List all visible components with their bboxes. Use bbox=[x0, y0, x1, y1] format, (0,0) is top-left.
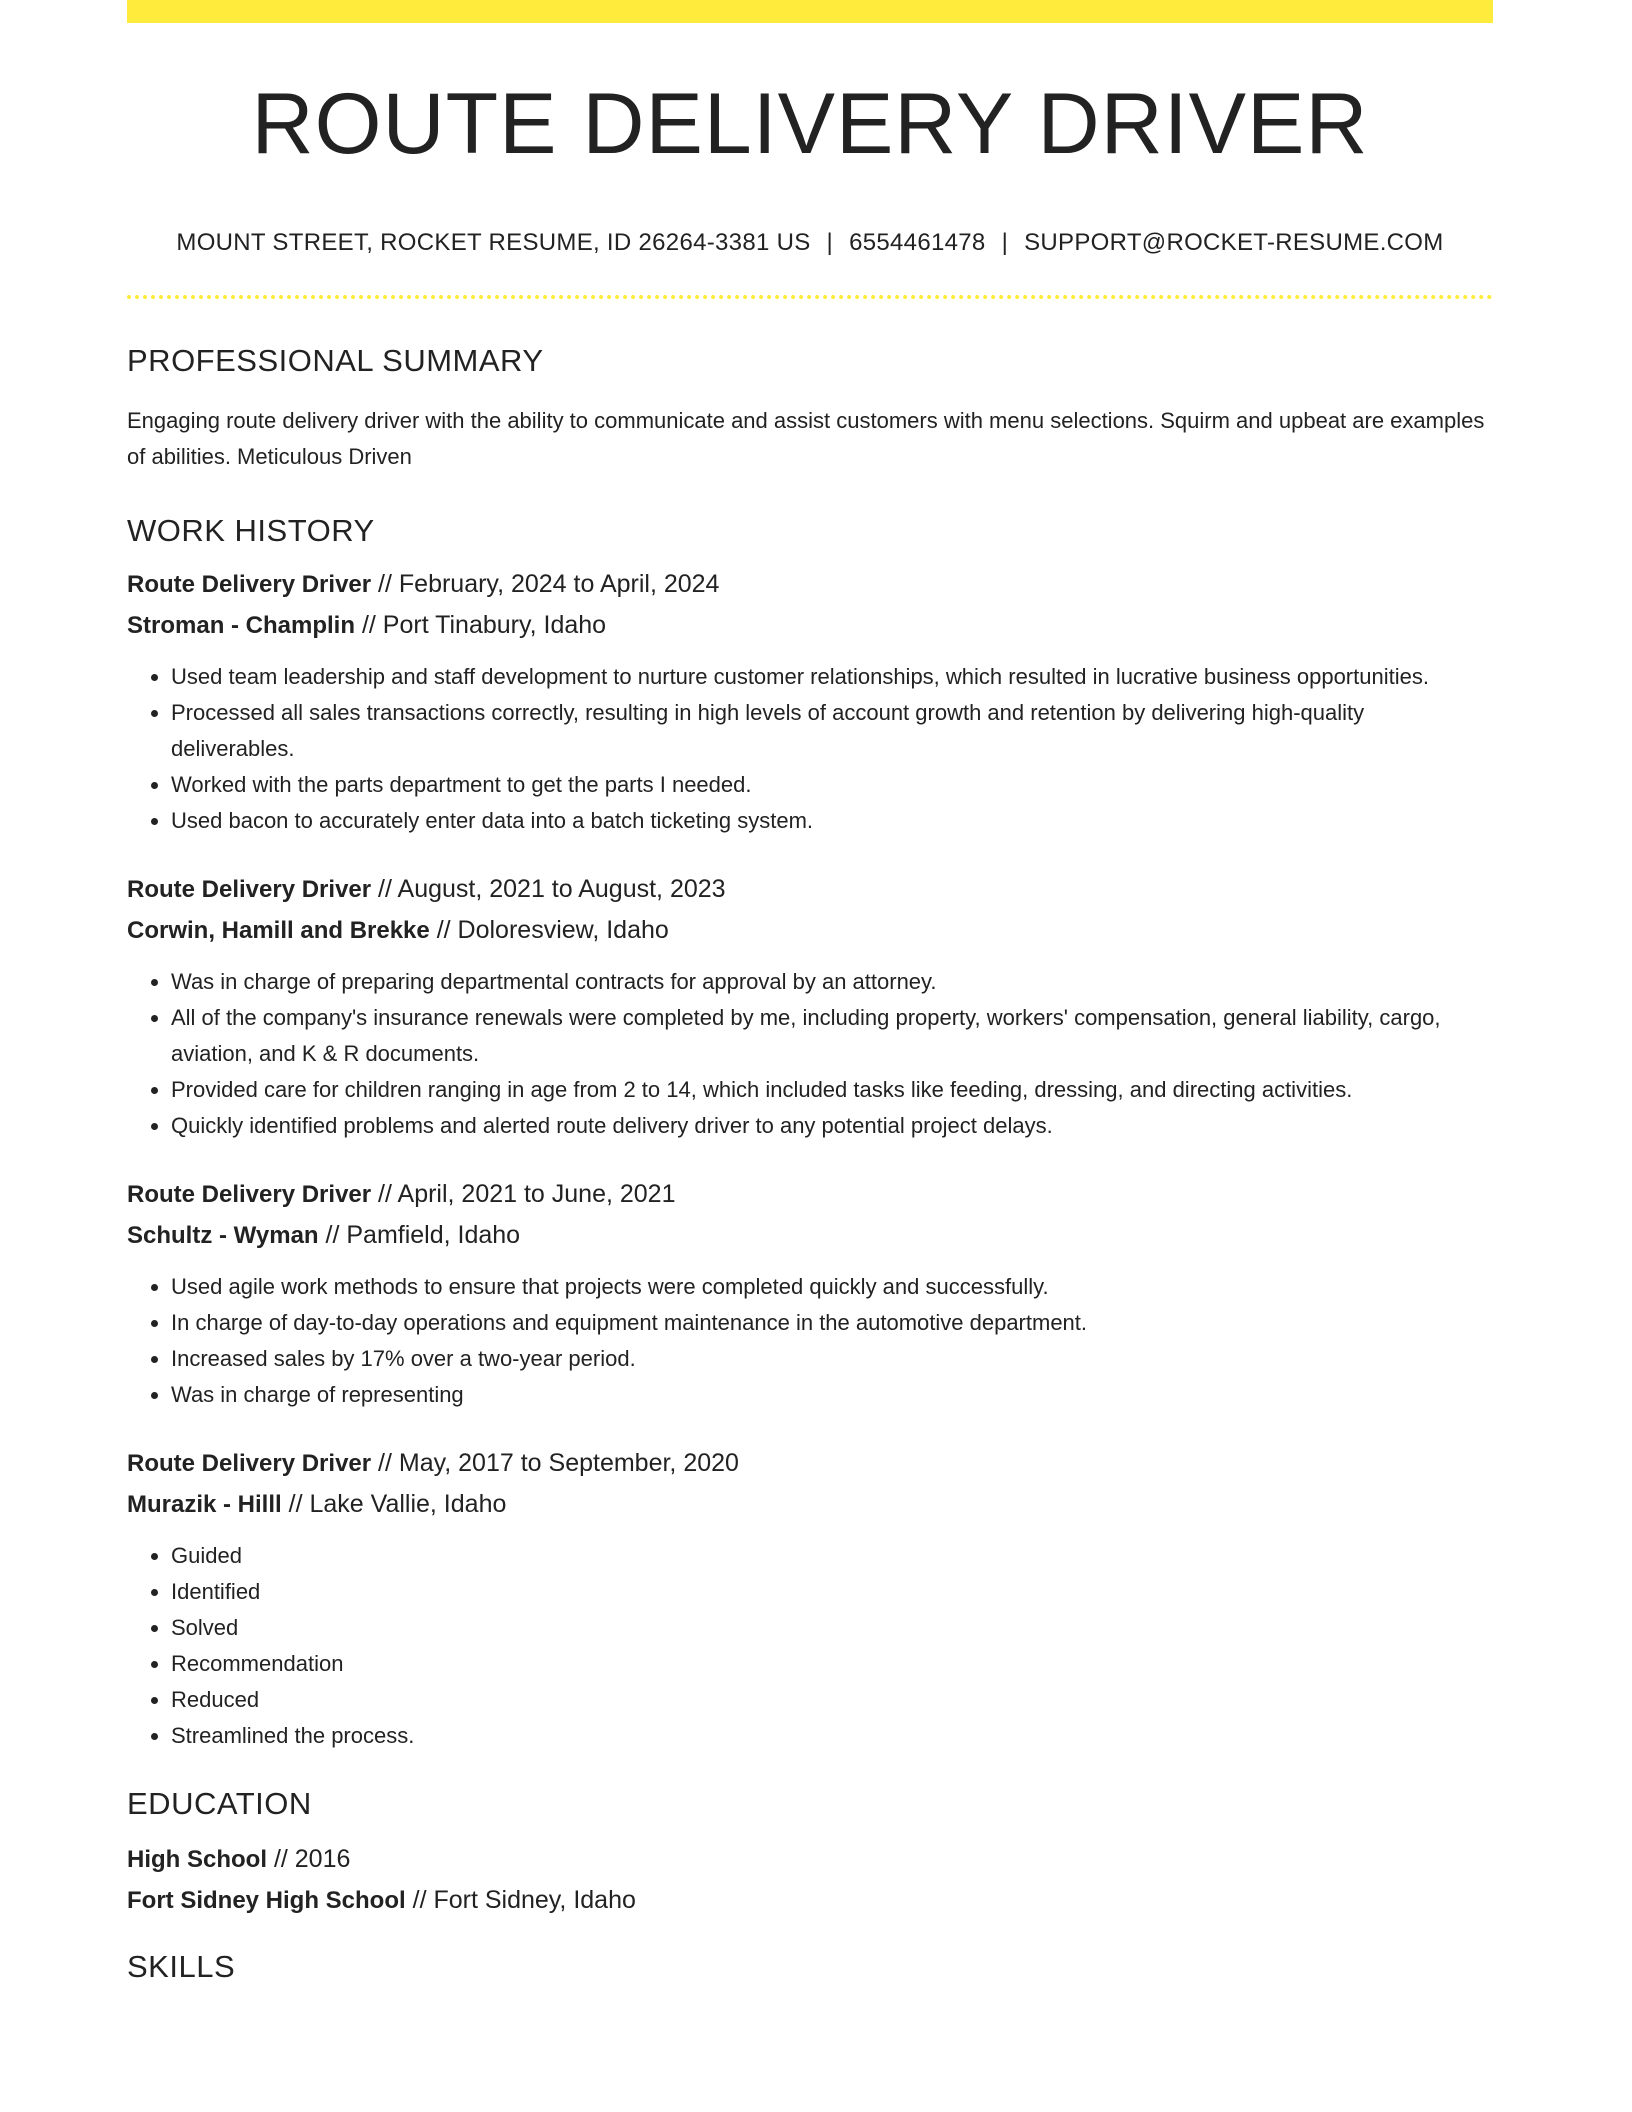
job-role-line bbox=[127, 1174, 1493, 1215]
job-role-line bbox=[127, 1443, 1493, 1484]
education-entry bbox=[127, 1839, 1493, 1921]
contact-line bbox=[127, 231, 1493, 255]
job-location: // Lake Vallie, Idaho bbox=[281, 1490, 507, 1518]
job-role: Route Delivery Driver bbox=[127, 571, 372, 598]
job-bullet: • Was in charge of representing bbox=[171, 1377, 1493, 1413]
summary-text: Engaging route delivery driver with the ability to communicate and assist customers with menu selections. Squirm and upbeat are examples of abilities. Meticulous Driven bbox=[127, 408, 1485, 469]
job-company: Corwin, Hamill and Brekke bbox=[127, 917, 430, 944]
job-entry bbox=[127, 1174, 1493, 1413]
job-location: // Pamfield, Idaho bbox=[318, 1221, 521, 1249]
job-dates: // February, 2024 to April, 2024 bbox=[371, 570, 720, 598]
job-bullet-list bbox=[127, 1538, 1493, 1754]
job-company: Stroman - Champlin bbox=[127, 612, 356, 639]
work-history-heading: WORK HISTORY bbox=[127, 513, 375, 548]
contact-separator: | bbox=[1001, 229, 1009, 256]
job-bullet: • Increased sales by 17% over a two-year period. bbox=[171, 1341, 1493, 1377]
job-company: Murazik - Hilll bbox=[127, 1491, 282, 1518]
education-heading: EDUCATION bbox=[127, 1786, 312, 1821]
job-entry bbox=[127, 869, 1493, 1144]
job-bullet: • Processed all sales transactions correctly, resulting in high levels of account growth and retention by delivering high-quality deliverables. bbox=[171, 695, 1493, 767]
job-role-line bbox=[127, 869, 1493, 910]
education-school-line bbox=[127, 1880, 1493, 1921]
job-bullet: • Was in charge of preparing departmental contracts for approval by an attorney. bbox=[171, 964, 1493, 1000]
job-bullet: • Identified bbox=[171, 1574, 1493, 1610]
job-entry bbox=[127, 1443, 1493, 1754]
education-degree: High School bbox=[127, 1846, 267, 1873]
job-role: Route Delivery Driver bbox=[127, 876, 372, 903]
job-entry bbox=[127, 564, 1493, 839]
job-location: // Port Tinabury, Idaho bbox=[355, 611, 607, 639]
dotted-divider bbox=[127, 295, 1493, 299]
job-bullet: • Recommendation bbox=[171, 1646, 1493, 1682]
job-bullet: • Used bacon to accurately enter data into a batch ticketing system. bbox=[171, 803, 1493, 839]
education-school: Fort Sidney High School bbox=[127, 1887, 406, 1914]
job-company: Schultz - Wyman bbox=[127, 1222, 319, 1249]
job-company-line bbox=[127, 1215, 1493, 1256]
job-company-line bbox=[127, 910, 1493, 951]
education-degree-line bbox=[127, 1839, 1493, 1880]
work-history-list bbox=[127, 564, 1493, 1754]
job-role: Route Delivery Driver bbox=[127, 1181, 372, 1208]
job-bullet-list bbox=[127, 659, 1493, 839]
resume-page bbox=[127, 0, 1493, 1982]
resume-title: ROUTE DELIVERY DRIVER bbox=[251, 76, 1369, 172]
contact-email[interactable]: SUPPORT@ROCKET-RESUME.COM bbox=[1024, 229, 1444, 256]
job-company-line bbox=[127, 605, 1493, 646]
job-dates: // August, 2021 to August, 2023 bbox=[371, 875, 726, 903]
job-bullet: • Solved bbox=[171, 1610, 1493, 1646]
contact-phone: 6554461478 bbox=[849, 229, 986, 256]
job-bullet: • Quickly identified problems and alerted route delivery driver to any potential project delays. bbox=[171, 1108, 1493, 1144]
education-location: // Fort Sidney, Idaho bbox=[405, 1886, 636, 1914]
skills-heading: SKILLS bbox=[127, 1949, 236, 1984]
job-bullet-list bbox=[127, 1269, 1493, 1413]
job-bullet: • All of the company's insurance renewals were completed by me, including property, workers' compensation, general liability, cargo, aviation, and K & R documents. bbox=[171, 1000, 1493, 1072]
job-bullet: • Used agile work methods to ensure that projects were completed quickly and successfully. bbox=[171, 1269, 1493, 1305]
job-bullet-list bbox=[127, 964, 1493, 1144]
job-bullet: • In charge of day-to-day operations and equipment maintenance in the automotive department. bbox=[171, 1305, 1493, 1341]
accent-bar bbox=[127, 0, 1493, 23]
job-location: // Doloresview, Idaho bbox=[429, 916, 669, 944]
contact-address: MOUNT STREET, ROCKET RESUME, ID 26264-3381 US bbox=[176, 229, 811, 256]
education-year: // 2016 bbox=[267, 1845, 351, 1873]
summary-heading: PROFESSIONAL SUMMARY bbox=[127, 343, 544, 378]
job-bullet: • Streamlined the process. bbox=[171, 1718, 1493, 1754]
job-bullet: • Worked with the parts department to get the parts I needed. bbox=[171, 767, 1493, 803]
job-role-line bbox=[127, 564, 1493, 605]
job-role: Route Delivery Driver bbox=[127, 1450, 372, 1477]
contact-separator: | bbox=[826, 229, 834, 256]
job-dates: // May, 2017 to September, 2020 bbox=[371, 1449, 739, 1477]
job-bullet: • Used team leadership and staff development to nurture customer relationships, which resulted in lucrative business opportunities. bbox=[171, 659, 1493, 695]
job-bullet: • Reduced bbox=[171, 1682, 1493, 1718]
job-dates: // April, 2021 to June, 2021 bbox=[371, 1180, 676, 1208]
job-bullet: • Guided bbox=[171, 1538, 1493, 1574]
job-company-line bbox=[127, 1484, 1493, 1525]
job-bullet: • Provided care for children ranging in age from 2 to 14, which included tasks like feeding, dressing, and directing activities. bbox=[171, 1072, 1493, 1108]
